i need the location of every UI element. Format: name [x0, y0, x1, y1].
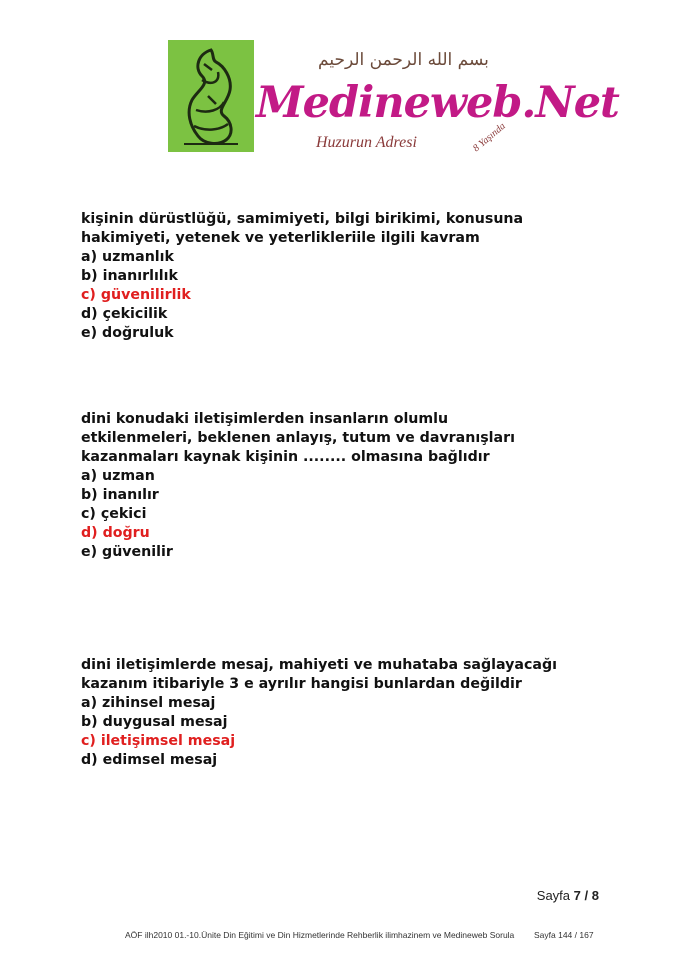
- answer-option: e) doğruluk: [81, 325, 174, 341]
- question-stem: kazanım itibariyle 3 e ayrılır hangisi bunlardan değildir: [81, 676, 522, 692]
- question-stem: etkilenmeleri, beklenen anlayış, tutum ve davranışları: [81, 430, 515, 446]
- question-1: [81, 210, 523, 343]
- question-stem: kazanmaları kaynak kişinin ........ olmasına bağlıdır: [81, 449, 490, 465]
- brand-title: Medineweb.Net: [256, 78, 619, 128]
- correct-answer-option: c) güvenilirlik: [81, 287, 191, 303]
- footer-page-number: Sayfa 144 / 167: [534, 930, 594, 940]
- answer-option: a) uzman: [81, 468, 155, 484]
- answer-option: d) edimsel mesaj: [81, 752, 218, 768]
- question-stem: kişinin dürüstlüğü, samimiyeti, bilgi birikimi, konusuna: [81, 211, 524, 227]
- answer-option: c) çekici: [81, 506, 147, 522]
- answer-option: e) güvenilir: [81, 544, 173, 560]
- calligraphy-icon: [168, 40, 254, 152]
- calligraphy-logo: [168, 40, 254, 152]
- page-label: Sayfa: [536, 888, 571, 903]
- brand-tagline: Huzurun Adresi: [316, 134, 417, 151]
- answer-option: a) uzmanlık: [81, 249, 174, 265]
- correct-answer-option: c) iletişimsel mesaj: [81, 733, 236, 749]
- question-stem: dini konudaki iletişimlerden insanların olumlu: [81, 411, 449, 427]
- basmala-text: بسم الله الرحمن الرحيم: [318, 50, 489, 70]
- footer-text: AÖF ilh2010 01.-10.Ünite Din Eğitimi ve Din Hizmetlerinde Rehberlik ilimhazinem ve Medineweb Sorula: [125, 930, 515, 940]
- question-stem: dini iletişimlerde mesaj, mahiyeti ve muhataba sağlayacağı: [81, 657, 557, 673]
- answer-option: b) duygusal mesaj: [81, 714, 228, 730]
- answer-option: d) çekicilik: [81, 306, 168, 322]
- page-current: 7: [573, 888, 581, 903]
- age-badge: 8 Yaşında: [471, 120, 508, 155]
- correct-answer-option: d) doğru: [81, 525, 150, 541]
- page-number: [537, 888, 599, 903]
- answer-option: b) inanırlılık: [81, 268, 178, 284]
- question-2: [81, 410, 515, 562]
- question-stem: hakimiyeti, yetenek ve yeterlikleriile ilgili kavram: [81, 230, 480, 246]
- page-separator: /: [584, 888, 589, 903]
- site-header: [168, 40, 619, 155]
- answer-option: b) inanılır: [81, 487, 159, 503]
- question-3: [81, 656, 557, 770]
- answer-option: a) zihinsel mesaj: [81, 695, 216, 711]
- page-total: 8: [591, 888, 599, 903]
